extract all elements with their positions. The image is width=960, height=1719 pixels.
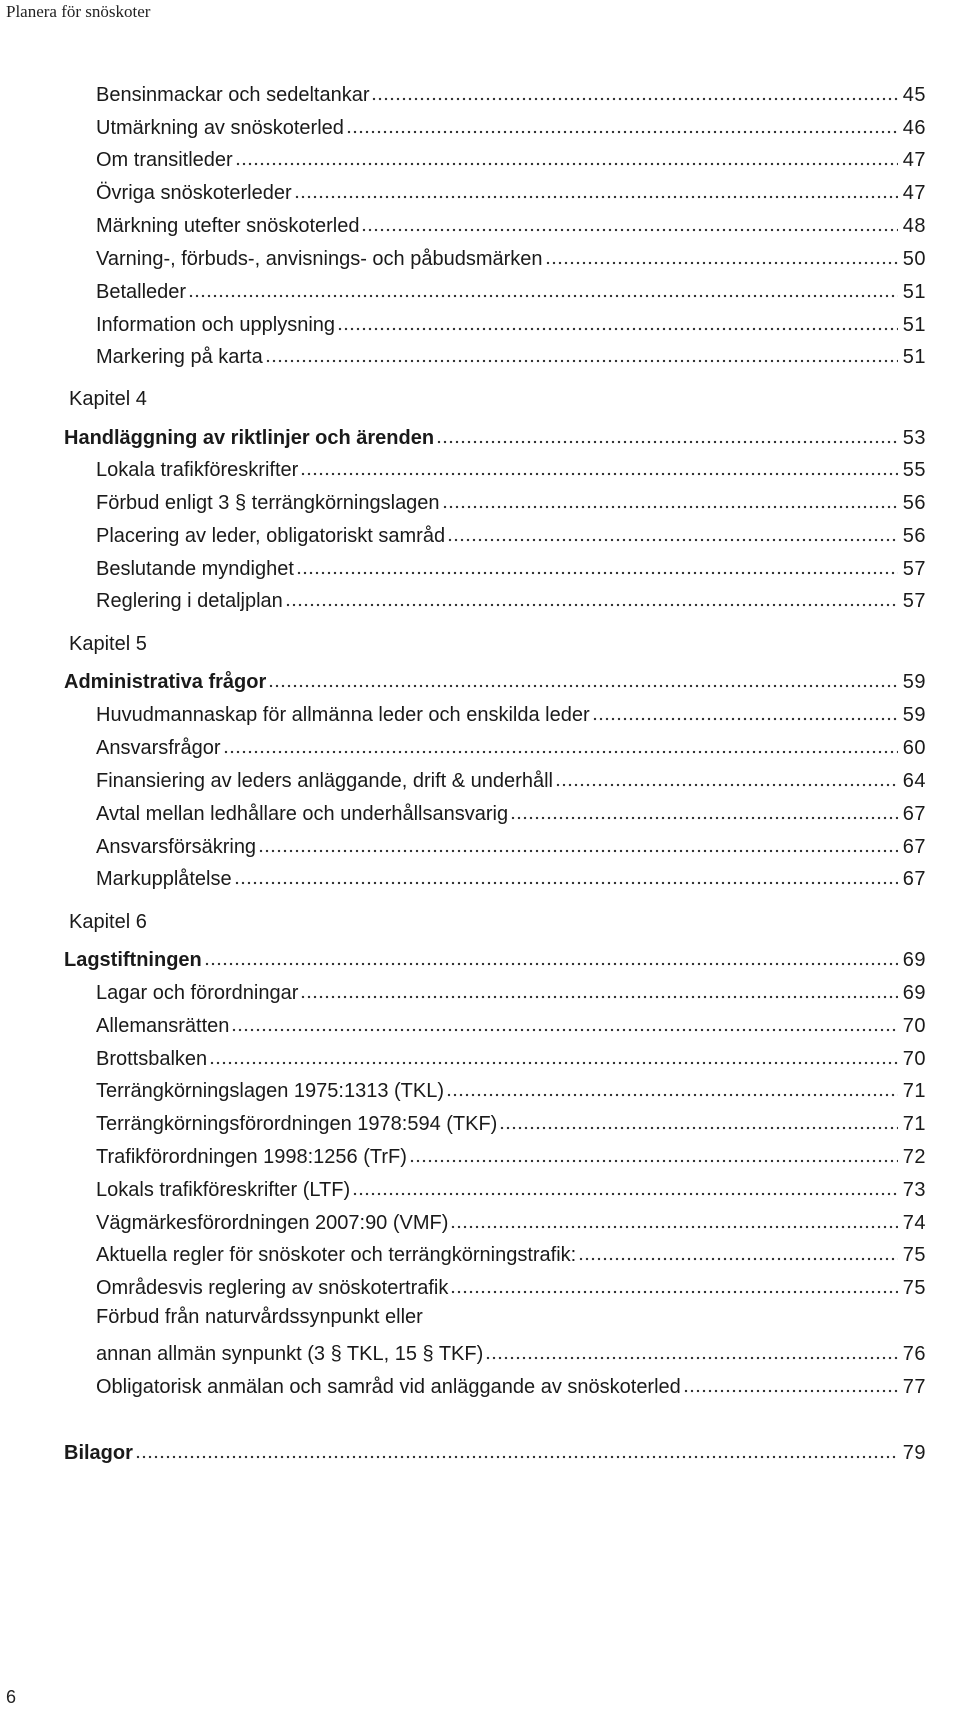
toc-entry[interactable] [0, 762, 960, 796]
dot-leader [204, 947, 898, 967]
toc-entry[interactable] [0, 273, 960, 307]
dot-leader [188, 279, 898, 299]
dot-leader [235, 147, 898, 167]
toc-entry-title: Ansvarsfrågor [96, 737, 221, 759]
toc-entry-page: 51 [902, 281, 926, 303]
toc-entry[interactable] [0, 696, 960, 730]
toc-entry[interactable] [0, 109, 960, 143]
toc-entry-page: 50 [902, 248, 926, 270]
toc-entry-title: Huvudmannaskap för allmänna leder och enskilda leder [96, 704, 590, 726]
dot-leader [447, 523, 898, 543]
toc-entry[interactable] [0, 974, 960, 1008]
dot-leader [352, 1177, 898, 1197]
dot-leader [258, 834, 898, 854]
toc-entry-title: Handläggning av riktlinjer och ärenden [64, 427, 435, 449]
toc-entry-page: 53 [902, 427, 926, 449]
toc-entry[interactable] [0, 1040, 960, 1074]
toc-entry[interactable] [0, 1269, 960, 1303]
toc-entry[interactable] [0, 76, 960, 110]
toc-section-entry[interactable] [0, 1434, 960, 1468]
toc-entry[interactable] [0, 1236, 960, 1270]
chapter-label: Kapitel 5 [69, 633, 147, 655]
toc-entry-page: 74 [902, 1212, 926, 1234]
toc-entry-title: Information och upplysning [96, 314, 336, 336]
toc-entry-page: 70 [902, 1015, 926, 1037]
toc-entry-title: Lagstiftningen [64, 949, 202, 971]
toc-entry-title: Områdesvis reglering av snöskotertrafik [96, 1277, 449, 1299]
dot-leader [346, 115, 898, 135]
toc-entry[interactable] [0, 207, 960, 241]
toc-entry-page: 69 [902, 982, 926, 1004]
toc-entry-title: Reglering i detaljplan [96, 590, 283, 612]
toc-entry-page: 57 [902, 558, 926, 580]
dot-leader [442, 490, 898, 510]
toc-entry-title: Aktuella regler för snöskoter och terrängkörningstrafik: [96, 1244, 577, 1266]
toc-entry-page: 59 [902, 671, 926, 693]
toc-entry[interactable] [0, 484, 960, 518]
toc-entry-title: Administrativa frågor [64, 671, 267, 693]
dot-leader [371, 82, 898, 102]
toc-entry[interactable] [0, 1368, 960, 1402]
dot-leader [296, 556, 898, 576]
toc-entry[interactable] [0, 141, 960, 175]
toc-entry-title: Bensinmackar och sedeltankar [96, 84, 370, 106]
dot-leader [361, 213, 898, 233]
dot-leader [409, 1144, 898, 1164]
toc-entry-page: 60 [902, 737, 926, 759]
toc-entry[interactable] [0, 517, 960, 551]
dot-leader [450, 1210, 898, 1230]
toc-entry-page: 47 [902, 149, 926, 171]
toc-entry-title: Finansiering av leders anläggande, drift & underhåll [96, 770, 553, 792]
toc-entry[interactable] [0, 828, 960, 862]
dot-leader [485, 1341, 898, 1361]
dot-leader [578, 1242, 898, 1262]
dot-leader [592, 702, 898, 722]
toc-entry-title: Märkning utefter snöskoterled [96, 215, 360, 237]
toc-entry[interactable] [0, 338, 960, 372]
dot-leader [510, 801, 898, 821]
toc-entry-page: 75 [902, 1277, 926, 1299]
toc-entry[interactable] [0, 1105, 960, 1139]
toc-entry[interactable] [0, 1204, 960, 1238]
toc-entry[interactable] [0, 795, 960, 829]
toc-entry-page: 79 [902, 1442, 926, 1464]
toc-entry-title: Varning-, förbuds-, anvisnings- och påbudsmärken [96, 248, 543, 270]
toc-entry[interactable] [0, 729, 960, 763]
dot-leader [300, 980, 898, 1000]
toc-entry-page: 77 [902, 1376, 926, 1398]
dot-leader [446, 1078, 898, 1098]
dot-leader [545, 246, 898, 266]
dot-leader [135, 1440, 898, 1460]
toc-entry-page: 59 [902, 704, 926, 726]
toc-section-entry[interactable] [0, 941, 960, 975]
toc-entry-page: 57 [902, 590, 926, 612]
toc-entry-page: 71 [902, 1080, 926, 1102]
toc-entry-title: Om transitleder [96, 149, 233, 171]
toc-entry-page: 75 [902, 1244, 926, 1266]
toc-entry-page: 56 [902, 525, 926, 547]
toc-entry-page: 56 [902, 492, 926, 514]
toc-entry-page: 46 [902, 117, 926, 139]
toc-section-entry[interactable] [0, 419, 960, 453]
toc-entry[interactable] [0, 174, 960, 208]
toc-entry-page: 51 [902, 346, 926, 368]
toc-entry-title: Trafikförordningen 1998:1256 (TrF) [96, 1146, 407, 1168]
dot-leader [268, 669, 898, 689]
toc-entry-page: 73 [902, 1179, 926, 1201]
dot-leader [300, 457, 898, 477]
toc-entry-title: Ansvarsförsäkring [96, 836, 257, 858]
toc-entry[interactable] [0, 1138, 960, 1172]
toc-entry-page: 45 [902, 84, 926, 106]
dot-leader [294, 180, 898, 200]
dot-leader [683, 1374, 898, 1394]
toc-entry[interactable] [0, 1335, 960, 1369]
toc-entry-title: Terrängkörningsförordningen 1978:594 (TKF) [96, 1113, 498, 1135]
toc-entry-page: 64 [902, 770, 926, 792]
toc-entry[interactable] [0, 1072, 960, 1106]
toc-entry-page: 67 [902, 803, 926, 825]
dot-leader [234, 866, 898, 886]
toc-entry-title: Avtal mellan ledhållare och underhållsansvarig [96, 803, 509, 825]
dot-leader [499, 1111, 898, 1131]
toc-entry-title: Lokals trafikföreskrifter (LTF) [96, 1179, 351, 1201]
toc-entry-page: 70 [902, 1048, 926, 1070]
toc-entry-title: Beslutande myndighet [96, 558, 294, 580]
toc-entry[interactable] [0, 451, 960, 485]
toc-entry-title: Utmärkning av snöskoterled [96, 117, 344, 139]
toc-entry-page: 71 [902, 1113, 926, 1135]
toc-entry-title: Lokala trafikföreskrifter [96, 459, 299, 481]
toc-entry[interactable] [0, 240, 960, 274]
toc-entry-title: Placering av leder, obligatoriskt samråd [96, 525, 446, 547]
toc-entry[interactable] [0, 582, 960, 616]
toc-entry-page: 47 [902, 182, 926, 204]
toc-entry-page: 51 [902, 314, 926, 336]
running-head: Planera för snöskoter [6, 2, 151, 21]
toc-entry-title: Lagar och förordningar [96, 982, 299, 1004]
toc-entry-page: 48 [902, 215, 926, 237]
toc-entry-title: Bilagor [64, 1442, 133, 1464]
toc-entry-title: Allemansrätten [96, 1015, 230, 1037]
toc-entry-text: Förbud från naturvårdssynpunkt eller [96, 1306, 423, 1328]
toc-entry-title: Övriga snöskoterleder [96, 182, 292, 204]
dot-leader [231, 1013, 898, 1033]
chapter-label: Kapitel 4 [69, 388, 147, 410]
dot-leader [450, 1275, 898, 1295]
toc-entry[interactable] [0, 1007, 960, 1041]
toc-entry-page: 69 [902, 949, 926, 971]
dot-leader [265, 344, 898, 364]
toc-entry[interactable] [0, 1171, 960, 1205]
toc-entry-title: Terrängkörningslagen 1975:1313 (TKL) [96, 1080, 444, 1102]
toc-entry-title: Markering på karta [96, 346, 263, 368]
toc-entry-title: Betalleder [96, 281, 187, 303]
dot-leader [337, 312, 898, 332]
toc-entry[interactable] [0, 306, 960, 340]
toc-entry-page: 67 [902, 868, 926, 890]
dot-leader [209, 1046, 898, 1066]
toc-entry-title: Vägmärkesförordningen 2007:90 (VMF) [96, 1212, 449, 1234]
toc-entry-page: 55 [902, 459, 926, 481]
chapter-label: Kapitel 6 [69, 911, 147, 933]
toc-section-entry[interactable] [0, 663, 960, 697]
toc-entry-page: 67 [902, 836, 926, 858]
toc-entry[interactable] [0, 860, 960, 894]
page-number: 6 [6, 1687, 17, 1707]
dot-leader [436, 425, 898, 445]
toc-entry-title: Förbud enligt 3 § terrängkörningslagen [96, 492, 440, 514]
toc-entry-title: Brottsbalken [96, 1048, 208, 1070]
toc-entry-title: Obligatorisk anmälan och samråd vid anläggande av snöskoterled [96, 1376, 681, 1398]
dot-leader [223, 735, 899, 755]
toc-entry-page: 72 [902, 1146, 926, 1168]
toc-entry-title: annan allmän synpunkt (3 § TKL, 15 § TKF) [96, 1343, 484, 1365]
toc-entry[interactable] [0, 550, 960, 584]
toc-entry-page: 76 [902, 1343, 926, 1365]
dot-leader [285, 588, 898, 608]
dot-leader [555, 768, 898, 788]
toc-entry-title: Markupplåtelse [96, 868, 232, 890]
